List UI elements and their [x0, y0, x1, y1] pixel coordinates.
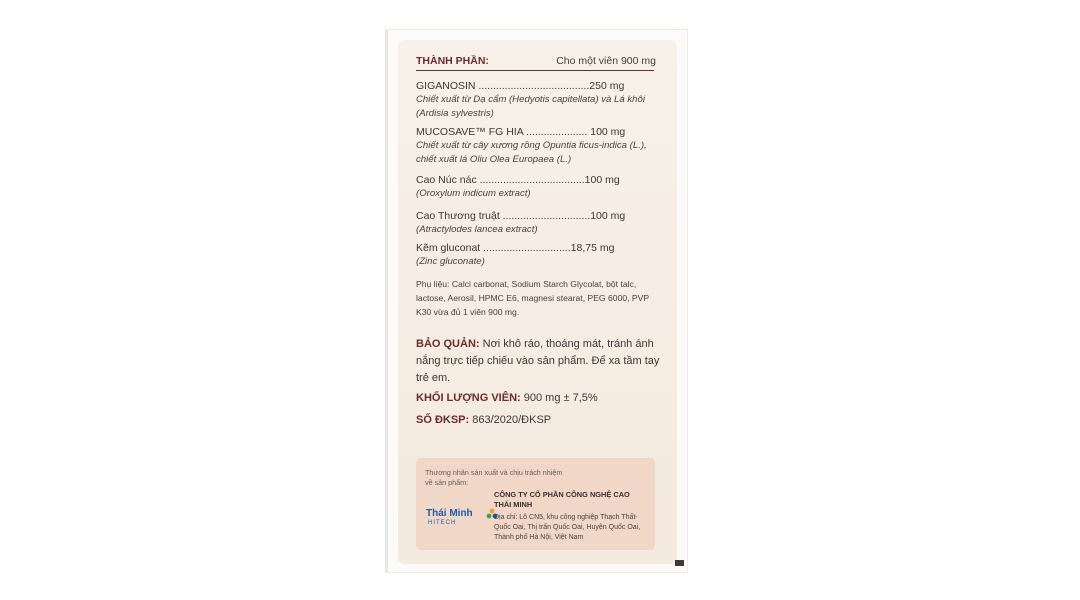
- ingredient-zinc-desc: (Zinc gluconate): [416, 256, 485, 267]
- ingredient-giganosin: GIGANOSIN ......................................250 mg: [416, 80, 625, 92]
- dksp-section: [416, 412, 668, 429]
- ingredient-mucosave-desc: Chiết xuất từ cây xương rồng Opuntia ficus-indica (L.), chiết xuất lá Oliu Olea Europaea (L.): [416, 140, 647, 165]
- company-address: Địa chỉ: Lô CN5, khu công nghiệp Thạch Thất-Quốc Oai, Thị trấn Quốc Oai, Huyện Quốc Oai, Thành phố Hà Nội, Việt Nam: [494, 514, 641, 541]
- ingredients-header: [416, 55, 656, 67]
- serving-size: Cho một viên 900 mg: [556, 55, 656, 67]
- weight-text: 900 mg ± 7,5%: [520, 392, 598, 404]
- ingredient-giganosin-desc: Chiết xuất từ Dạ cẩm (Hedyotis capitellata) và Lá khôi (Ardisia sylvestris): [416, 94, 645, 119]
- ingredient-thuong-truat-desc: (Atractylodes lancea extract): [416, 224, 538, 235]
- storage-label: BẢO QUẢN:: [416, 338, 480, 350]
- ingredient-thuong-truat: Cao Thương truật ..............................100 mg: [416, 210, 626, 222]
- excipients-note: Phụ liệu: Calci carbonat, Sodium Starch Glycolat, bột talc, lactose, Aerosil, HPMC E6, magnesi stearat, PEG 6000, PVP K30 vừa đủ 1 viên 900 mg.: [416, 279, 649, 317]
- storage-section: [416, 336, 668, 387]
- ingredient-zinc: Kẽm gluconat ..............................18,75 mg: [416, 242, 615, 254]
- dksp-label: SỐ ĐKSP:: [416, 414, 470, 426]
- header-divider: [416, 70, 654, 71]
- thai-minh-logo: [426, 508, 496, 532]
- label-panel: [398, 40, 677, 564]
- ingredient-nuc-nac-desc: (Oroxylum indicum extract): [416, 188, 531, 199]
- dksp-text: 863/2020/ĐKSP: [469, 414, 552, 426]
- manufacturer-box: [416, 458, 655, 550]
- weight-label: KHỐI LƯỢNG VIÊN:: [416, 392, 521, 404]
- ingredient-nuc-nac: Cao Núc nác ....................................100 mg: [416, 174, 620, 186]
- ingredient-mucosave: MUCOSAVE™ FG HIA ..................... 100 mg: [416, 126, 626, 138]
- storage-text: Nơi khô ráo, thoáng mát, tránh ánh nắng trực tiếp chiếu vào sản phẩm. Để xa tầm tay trẻ em.: [416, 338, 660, 384]
- company-name: CÔNG TY CỔ PHẦN CÔNG NGHỆ CAO THÁI MINH: [494, 490, 630, 509]
- logo-hitech: HITECH: [428, 520, 457, 526]
- box-edge: [385, 30, 388, 572]
- manufacturer-intro: Thương nhân sản xuất và chịu trách nhiệm về sản phẩm:: [425, 468, 563, 487]
- weight-section: [416, 390, 668, 407]
- ingredients-title: THÀNH PHẦN:: [416, 55, 489, 67]
- box-corner-mark: [675, 560, 684, 566]
- logo-name: Thái Minh: [426, 508, 473, 519]
